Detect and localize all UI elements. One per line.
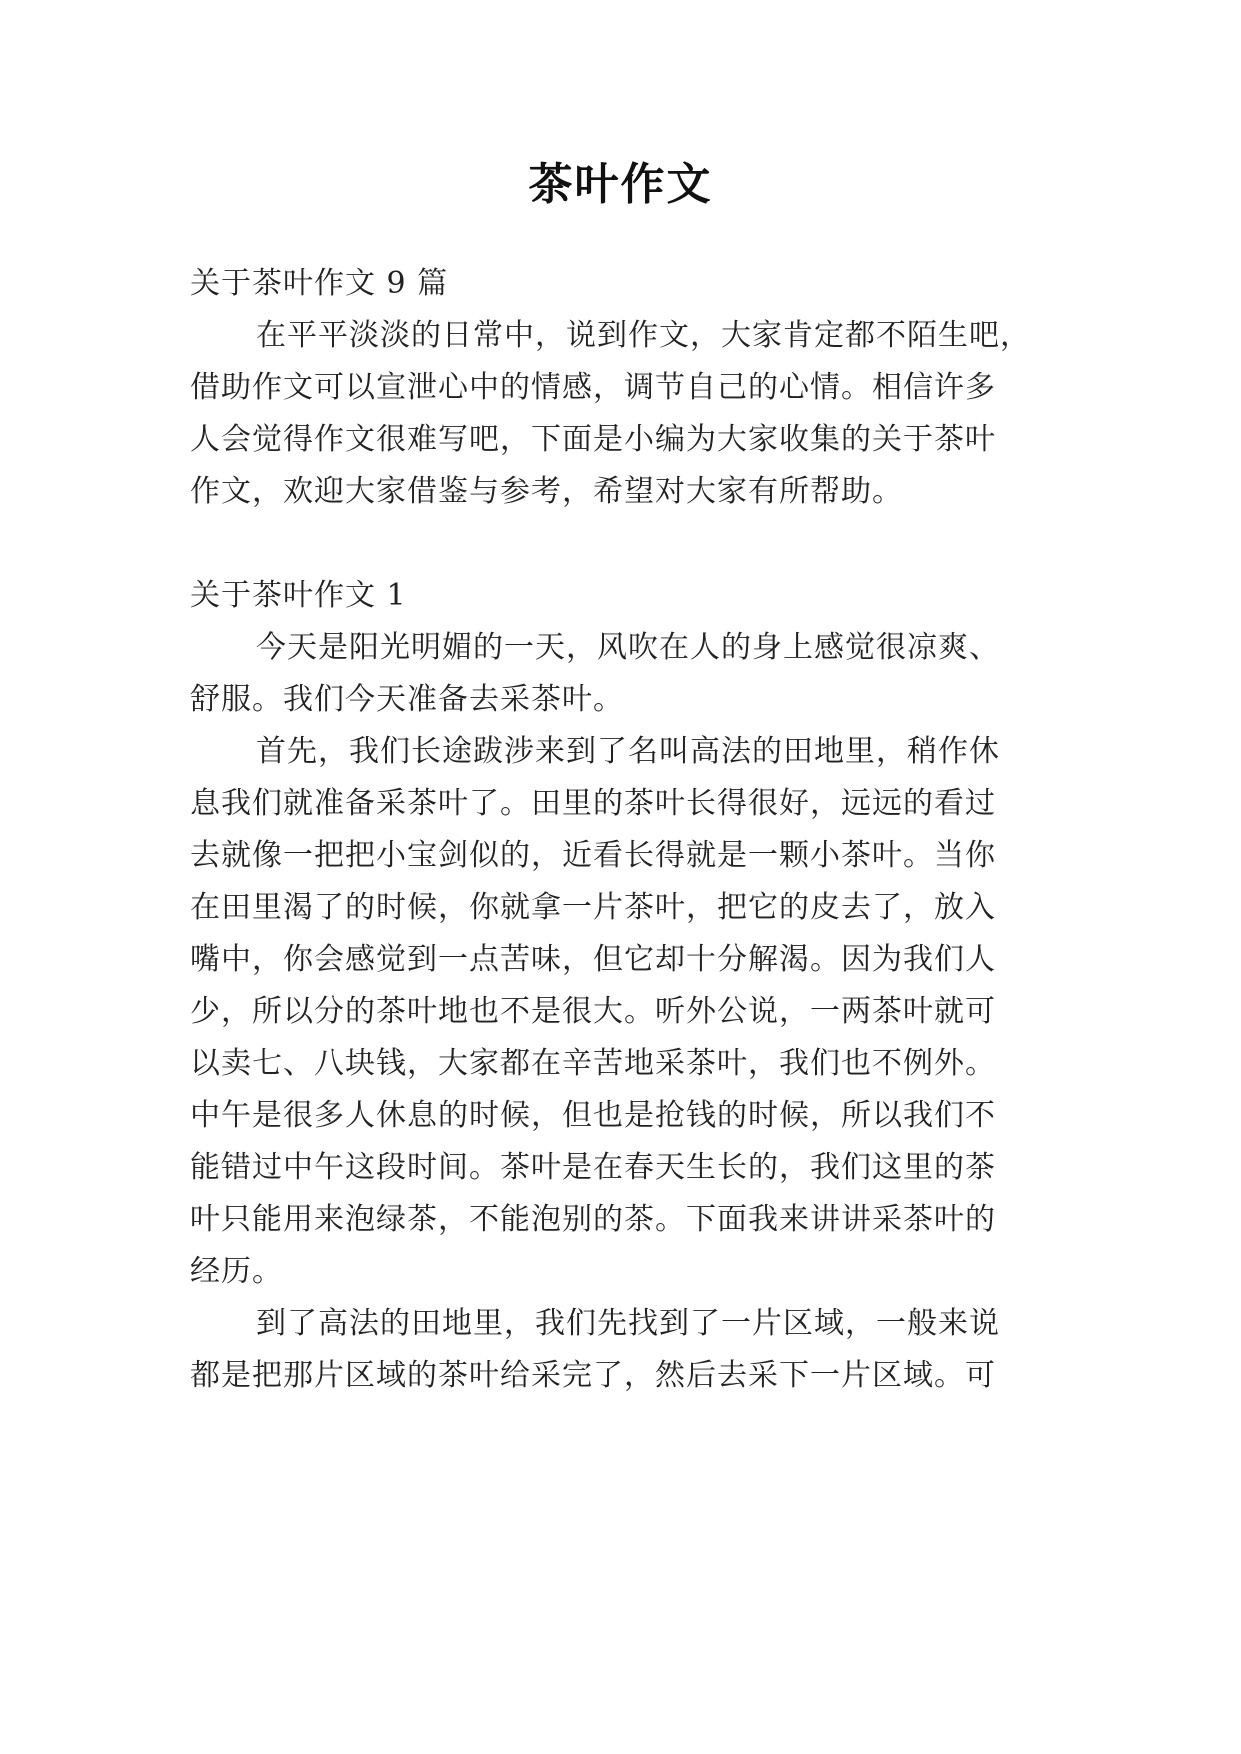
- body-line: 能错过中午这段时间。茶叶是在春天生长的，我们这里的茶: [190, 1150, 996, 1185]
- body-line: 舒服。我们今天准备去采茶叶。: [190, 682, 624, 717]
- body-line: 嘴中，你会感觉到一点苦味，但它却十分解渴。因为我们人: [190, 942, 996, 977]
- body-line: 都是把那片区域的茶叶给采完了，然后去采下一片区域。可: [190, 1358, 996, 1393]
- body-line: 在田里渴了的时候，你就拿一片茶叶，把它的皮去了，放入: [190, 890, 996, 925]
- intro-line: 在平平淡淡的日常中，说到作文，大家肯定都不陌生吧，: [256, 318, 1031, 353]
- intro-line: 借助作文可以宣泄心中的情感，调节自己的心情。相信许多: [190, 370, 996, 405]
- body-line: 息我们就准备采茶叶了。田里的茶叶长得很好，远远的看过: [190, 786, 996, 821]
- section-heading: 关于茶叶作文 1: [190, 578, 407, 613]
- body-line: 叶只能用来泡绿茶，不能泡别的茶。下面我来讲讲采茶叶的: [190, 1202, 996, 1237]
- body-line: 首先，我们长途跋涉来到了名叫高法的田地里，稍作休: [256, 734, 1000, 769]
- body-line: 去就像一把把小宝剑似的，近看长得就是一颗小茶叶。当你: [190, 838, 996, 873]
- intro-line: 作文，欢迎大家借鉴与参考，希望对大家有所帮助。: [190, 474, 903, 509]
- body-line: 到了高法的田地里，我们先找到了一片区域，一般来说: [256, 1306, 1000, 1341]
- body-line: 少，所以分的茶叶地也不是很大。听外公说，一两茶叶就可: [190, 994, 996, 1029]
- body-line: 经历。: [190, 1254, 283, 1289]
- document-title: 茶叶作文: [528, 159, 713, 210]
- body-line: 以卖七、八块钱，大家都在辛苦地采茶叶，我们也不例外。: [190, 1046, 996, 1081]
- body-line: 中午是很多人休息的时候，但也是抢钱的时候，所以我们不: [190, 1098, 996, 1133]
- intro-line: 人会觉得作文很难写吧，下面是小编为大家收集的关于茶叶: [190, 422, 996, 457]
- body-line: 今天是阳光明媚的一天，风吹在人的身上感觉很凉爽、: [256, 630, 1000, 665]
- section-heading: 关于茶叶作文 9 篇: [190, 266, 449, 301]
